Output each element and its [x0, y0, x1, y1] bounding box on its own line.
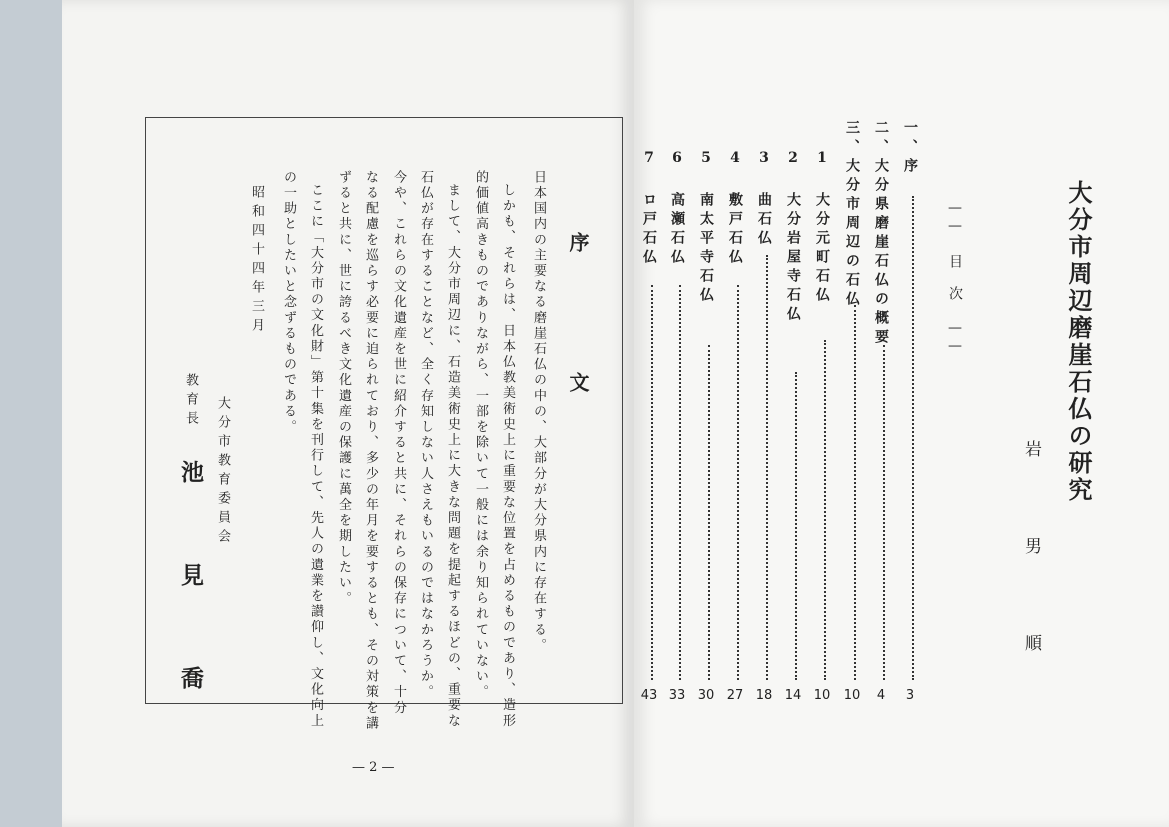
signer-name: 池見喬: [177, 460, 204, 769]
book-title: 大分市周辺磨崖石仏の研究: [1064, 180, 1093, 504]
contents-page-5: 14: [784, 688, 802, 703]
contents-item-6: 3 曲石仏: [756, 150, 772, 249]
leader-dots: [883, 345, 885, 680]
contents-page-4: 10: [813, 688, 831, 703]
contents-page-9: 33: [668, 688, 686, 703]
leader-dots: [795, 372, 797, 680]
contents-item-5: 2 大分岩屋寺石仏: [785, 150, 801, 325]
contents-item-10: 7 ロ戸石仏: [641, 150, 657, 268]
preface-line-5: 石仏が存在することなど、全く存知しない人さえもいるのではなかろうか。: [418, 170, 433, 701]
preface-line-4: まして、大分市周辺に、石造美術史上に大きな問題を提起するほどの、重要な: [445, 183, 460, 729]
signer-title: 教育長: [183, 373, 198, 430]
preface-line-3: 的価値高きものでありながら、一部を除いて一般には余り知られていない。: [473, 170, 488, 701]
author-name: 岩男順: [1021, 440, 1041, 731]
leader-dots: [679, 285, 681, 680]
leader-dots: [651, 285, 653, 680]
preface-line-7: なる配慮を巡らす必要に迫られており、多少の年月を要するとも、その対策を講: [363, 170, 378, 732]
preface-line-10: の一助としたいと念ずるものである。: [281, 170, 296, 436]
contents-item-1: 一、序: [902, 120, 918, 177]
contents-item-3: 三、大分市周辺の石仏: [844, 120, 860, 310]
leader-dots: [766, 255, 768, 680]
contents-page-7: 27: [726, 688, 744, 703]
preface-title: 序 文: [566, 232, 590, 442]
contents-item-4: 1 大分元町石仏: [814, 150, 830, 306]
contents-page-2: 4: [876, 688, 886, 703]
contents-page-3: 10: [843, 688, 861, 703]
leader-dots: [737, 285, 739, 680]
leader-dots: [824, 340, 826, 680]
contents-page-6: 18: [755, 688, 773, 703]
contents-item-9: 6 高瀬石仏: [669, 150, 685, 268]
contents-item-2: 二、大分県磨崖石仏の概要: [873, 120, 889, 348]
contents-page-10: 43: [640, 688, 658, 703]
signer-organization: 大分市教育委員会: [215, 396, 230, 548]
preface-date: 昭和四十四年三月: [249, 185, 264, 337]
page-number: — 2 —: [352, 760, 395, 775]
preface-line-9: ここに「大分市の文化財」第十集を刊行して、先人の遺業を讃仰し、文化向上: [308, 183, 323, 729]
leader-dots: [912, 196, 914, 680]
preface-line-8: ずると共に、世に誇るべき文化遺産の保護に萬全を期したい。: [336, 170, 351, 607]
contents-page-8: 30: [697, 688, 715, 703]
contents-item-7: 4 敷戸石仏: [727, 150, 743, 268]
contents-page-1: 3: [905, 688, 915, 703]
adjacent-page-edge: [0, 0, 62, 827]
contents-heading: —— 目 次 ——: [947, 200, 963, 356]
preface-line-1: 日本国内の主要なる磨崖石仏の中の、大部分が大分県内に存在する。: [531, 170, 546, 654]
preface-line-6: 今や、これらの文化遺産を世に紹介すると共に、それらの保存について、十分: [391, 170, 406, 716]
leader-dots: [854, 305, 856, 680]
leader-dots: [708, 345, 710, 680]
contents-item-8: 5 南太平寺石仏: [698, 150, 714, 306]
preface-line-2: しかも、それらは、日本仏教美術史上に重要な位置を占めるものであり、造形: [500, 183, 515, 729]
